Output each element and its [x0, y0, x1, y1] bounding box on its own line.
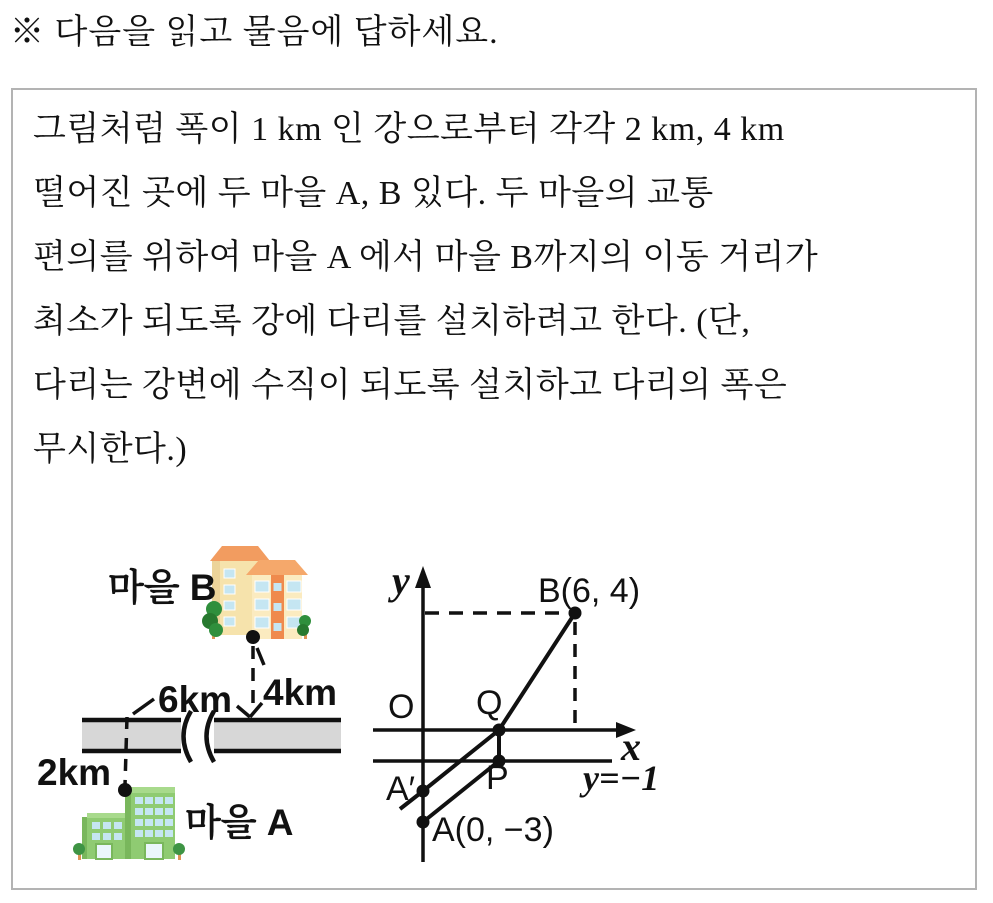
p-label: P — [486, 759, 509, 797]
leader-dash — [257, 648, 264, 665]
point-a — [417, 816, 430, 829]
a-prime-label: A′ — [386, 770, 416, 808]
y-axis-label: y — [392, 558, 410, 603]
instruction-heading: ※ 다음을 읽고 물음에 답하세요. — [10, 14, 499, 51]
a-point-label: A(0, −3) — [432, 811, 554, 849]
problem-line-1: 그림처럼 폭이 1 km 인 강으로부터 각각 2 km, 4 km — [33, 111, 785, 148]
q-label: Q — [476, 684, 503, 722]
point-q — [493, 724, 506, 737]
problem-line-2: 떨어진 곳에 두 마을 A, B 있다. 두 마을의 교통 — [33, 175, 714, 212]
river — [82, 711, 341, 762]
problem-line-4: 최소가 되도록 강에 다리를 설치하려고 한다. (단, — [33, 303, 751, 340]
x-axis-label: x — [621, 724, 641, 769]
village-b-label: 마을 B — [108, 567, 217, 608]
problem-line-3: 편의를 위하여 마을 A 에서 마을 B까지의 이동 거리가 — [33, 239, 819, 276]
coordinate-diagram — [372, 542, 687, 877]
problem-line-5: 다리는 강변에 수직이 되도록 설치하고 다리의 폭은 — [33, 367, 788, 404]
problem-line-6: 무시한다.) — [33, 431, 188, 468]
village-a-point — [118, 783, 132, 797]
village-b-building-icon — [202, 546, 311, 639]
village-b-point — [246, 630, 260, 644]
b-distance-4km-label: 4km — [263, 672, 338, 713]
origin-label: O — [388, 688, 415, 726]
village-a-building-icon — [73, 787, 185, 860]
y-axis-arrow-icon — [415, 566, 431, 588]
b-point-label: B(6, 4) — [538, 572, 641, 610]
leader-dash — [133, 699, 154, 714]
village-a-label: 마을 A — [185, 802, 294, 843]
arrow-down-icon — [237, 703, 262, 717]
village-river-illustration — [28, 533, 368, 883]
width-6km-label: 6km — [158, 679, 233, 720]
a-distance-2km-label: 2km — [37, 752, 112, 793]
river-line-label: y=−1 — [583, 758, 660, 798]
point-a-prime — [417, 785, 430, 798]
problem-text — [33, 98, 963, 482]
